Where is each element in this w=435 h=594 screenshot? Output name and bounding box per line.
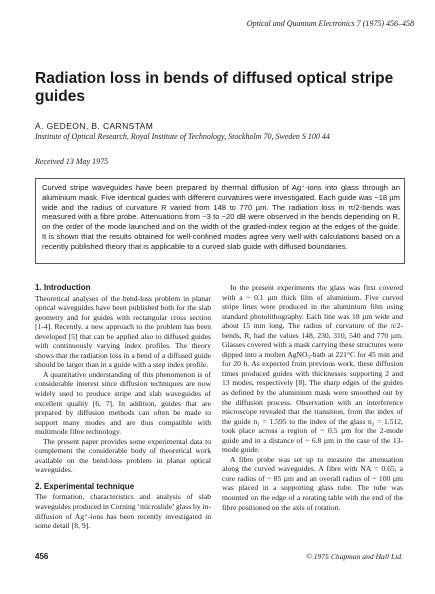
abstract: Curved stripe waveguides have been prepared by thermal diffusion of Ag⁺-ions into glass through an aluminium mask. Five identical guides with different curvatures were investigated. Each guide was ~18 µm wide and the radius of curvature R varied from 148 to 770 µm. The radiation loss in π/2-bends was measured with a fibre probe. Attenuations from ~3 to ~20 dB were observed in the bends depending on R, on the order of the mode launched and on the width of the graded-index region at the edges of the guide. It is shown that the results obtained for well-confined modes agree very well with calculations based on a recently published theory that is applicable to a curved slab guide with diffused boundaries. xyxy=(42,183,400,251)
section-heading-experimental: 2. Experimental technique xyxy=(35,481,135,491)
paragraph: A fibre probe was set up to measure the attenuation along the curved waveguides. A fibre with NA = 0.65, a core radius of ~ 85 µm and an overall radius of ~ 100 µm was placed in a supporting glass tube. The tube was mounted on the edge of a rotating table with the end of the fibre positioned on the axis of rotation. xyxy=(222,454,403,512)
paper-title: Radiation loss in bends of diffused optical stripe guides xyxy=(35,70,394,105)
paragraph: A quantitative understanding of this phenomenon is of considerable interest since diffusion techniques are now widely used to produce stripe and slab waveguides of excellent quality [6, 7]. In addition, guides that are prepared by diffusion methods can often be made to support many modes and are thus compatible with multimode fibre technology. xyxy=(35,369,211,437)
paragraph: Theoretical analyses of the bend-loss problem in planar optical waveguides have been published both for the slab geometry and for guides with rectangular cross section [1-4]. Recently, a new approach to the problem has been developed [5] that can be applied also to diffused guides with continuously varying index profiles. The theory shows that the radiation loss in a bend of a diffused guide should be larger than in a guide with a step index profile. xyxy=(35,293,211,370)
journal-header: Optical and Quantum Electronics 7 (1975) 456–458 xyxy=(246,19,414,28)
paragraph: The formation, characteristics and analysis of slab waveguides produced in Corning ‘microslide’ glass by in-diffusion of Ag⁺-ions has been recently investigated in some detail [8, 9]. xyxy=(35,492,211,531)
right-column xyxy=(222,283,403,512)
left-column xyxy=(35,283,211,531)
section-heading-introduction: 1. Introduction xyxy=(35,283,91,292)
affiliation: Institute of Optical Research, Royal Institute of Technology, Stockholm 70, Sweden S 100 44 xyxy=(35,132,330,141)
paragraph: In the present experiments the glass was first covered with a ~ 0.1 µm thick film of aluminium. Five curved stripe lines were produced in the aluminium film using standard photolithography. Each line was 18 µm wide and about 15 mm long. The radius of curvature of the π/2-bends, R, had the values 148, 230, 310, 540 and 770 µm. Glasses covered with a mask carrying these structures were dipped into a molten AgNO₃-bath at 221°C for 45 min and for 20 h. As expected from previous work, these diffusion times produced guides with thicknesses supporting 2 and 13 modes, respectively [8]. The sharp edges of the guides as defined by the aluminium mask were smoothed out by the diffusion process. Observation with an interference microscope revealed that the transition, from the index of the guide n₁ = 1.595 to the index of the glass n₂ = 1.512, took place across a region of ~ 0.5 µm for the 2-mode guide and in a distance of ~ 6.8 µm in the case of the 13-mode guide. xyxy=(222,283,403,455)
paragraph: The present paper provides some experimental data to complement the considerable body of theoretical work available on the bend-loss problem in planar optical waveguides. xyxy=(35,436,211,475)
authors: A. GEDEON, B. CARNSTAM xyxy=(35,121,154,131)
received-date: Received 13 May 1975 xyxy=(35,157,109,166)
copyright: © 1975 Chapman and Hall Ltd. xyxy=(306,552,403,561)
page-number: 456 xyxy=(35,552,49,561)
